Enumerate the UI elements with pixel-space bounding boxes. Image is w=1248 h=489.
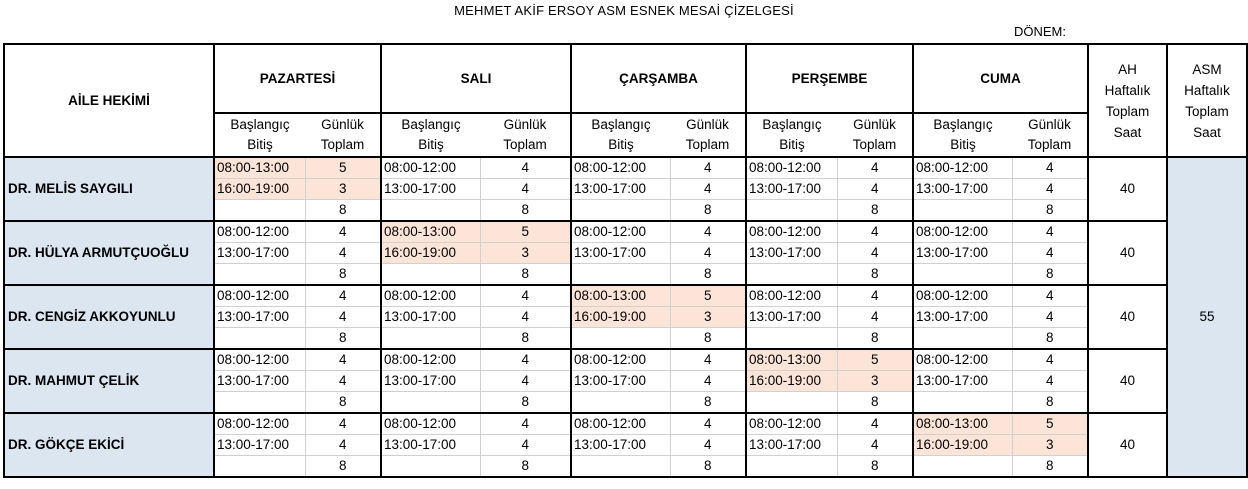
header-asm-line: Toplam [1185,103,1229,119]
header-day-friday: CUMA [913,44,1088,113]
subheader-total-line: Toplam [1027,137,1072,152]
time-range: 13:00-17:00 [571,243,670,264]
hours-count: 3 [480,243,571,264]
time-range: 08:00-12:00 [571,413,670,435]
time-cell-empty [571,328,670,350]
schedule-table [3,43,1248,478]
hours-count: 4 [480,157,571,179]
time-cell-empty [913,456,1012,478]
ah-weekly-total: 40 [1088,157,1167,221]
hours-count: 4 [1012,285,1088,307]
time-range: 08:00-12:00 [746,221,837,243]
table-row [4,157,1247,179]
time-range: 13:00-17:00 [913,307,1012,328]
hours-count: 5 [305,157,381,179]
time-cell-empty [746,264,837,286]
hours-count: 4 [480,371,571,392]
table-row [4,285,1247,307]
table-row [4,413,1247,435]
doctor-name: DR. GÖKÇE EKİCİ [4,413,214,477]
hours-count: 4 [837,307,913,328]
subheader-total [837,113,913,157]
hours-count: 4 [1012,243,1088,264]
daily-total: 8 [305,328,381,350]
time-range: 08:00-12:00 [913,285,1012,307]
hours-count: 4 [480,285,571,307]
subheader-total-line: Toplam [503,137,547,152]
hours-count: 4 [837,285,913,307]
header-ah-line: Haftalık [1104,82,1151,98]
time-range: 08:00-12:00 [571,221,670,243]
time-cell-empty [381,328,480,350]
subheader-total-line: Günlük [686,117,729,132]
header-day-wednesday: ÇARŞAMBA [571,44,746,113]
daily-total: 8 [670,392,746,414]
hours-count: 4 [305,221,381,243]
daily-total: 8 [1012,264,1088,286]
time-cell-empty [913,392,1012,414]
time-range: 13:00-17:00 [746,179,837,200]
daily-total: 8 [480,456,571,478]
hours-count: 4 [1012,157,1088,179]
time-range: 08:00-12:00 [381,157,480,179]
subheader-time-line: Başlangıç [401,117,461,132]
time-range: 13:00-17:00 [746,435,837,456]
daily-total: 8 [670,264,746,286]
ah-weekly-total: 40 [1088,285,1167,349]
time-range: 13:00-17:00 [214,371,305,392]
daily-total: 8 [1012,392,1088,414]
hours-count: 3 [670,307,746,328]
time-range: 08:00-12:00 [214,285,305,307]
daily-total: 8 [305,200,381,222]
daily-total: 8 [1012,456,1088,478]
hours-count: 4 [670,243,746,264]
ah-weekly-total: 40 [1088,349,1167,413]
header-ah-weekly-total [1088,44,1167,157]
header-ah-line: Saat [1113,124,1142,140]
hours-count: 4 [670,413,746,435]
time-range: 08:00-13:00 [214,157,305,179]
time-cell-empty [214,392,305,414]
time-range: 08:00-12:00 [913,221,1012,243]
subheader-time-line: Bitiş [247,137,273,152]
time-range: 16:00-19:00 [214,179,305,200]
time-cell-empty [571,392,670,414]
time-range: 13:00-17:00 [913,179,1012,200]
time-range: 16:00-19:00 [571,307,670,328]
header-day-tuesday: SALI [381,44,571,113]
hours-count: 4 [1012,221,1088,243]
hours-count: 4 [480,307,571,328]
time-range: 13:00-17:00 [746,243,837,264]
hours-count: 5 [1012,413,1088,435]
hours-count: 4 [480,413,571,435]
subheader-time [746,113,837,157]
time-range: 08:00-12:00 [381,285,480,307]
time-range: 08:00-12:00 [571,349,670,371]
table-row [4,221,1247,243]
time-range: 08:00-13:00 [913,413,1012,435]
time-cell-empty [913,264,1012,286]
subheader-time-line: Bitiş [950,137,976,152]
time-range: 08:00-12:00 [381,413,480,435]
hours-count: 4 [480,349,571,371]
time-cell-empty [746,456,837,478]
subheader-total-line: Günlük [503,117,547,132]
ah-weekly-total: 40 [1088,413,1167,477]
time-range: 16:00-19:00 [381,243,480,264]
hours-count: 4 [305,243,381,264]
daily-total: 8 [305,264,381,286]
time-range: 08:00-12:00 [913,349,1012,371]
header-day-monday: PAZARTESİ [214,44,381,113]
hours-count: 4 [837,413,913,435]
header-asm-weekly-total [1167,44,1247,157]
header-doctor: AİLE HEKİMİ [4,44,214,157]
time-cell-empty [746,200,837,222]
hours-count: 4 [1012,349,1088,371]
subheader-time-line: Bitiş [608,137,634,152]
time-range: 13:00-17:00 [381,371,480,392]
daily-total: 8 [670,200,746,222]
time-range: 13:00-17:00 [913,243,1012,264]
time-cell-empty [214,456,305,478]
hours-count: 4 [670,179,746,200]
time-range: 08:00-12:00 [913,157,1012,179]
time-range: 13:00-17:00 [571,371,670,392]
time-range: 13:00-17:00 [571,435,670,456]
daily-total: 8 [305,392,381,414]
daily-total: 8 [480,200,571,222]
time-range: 08:00-13:00 [746,349,837,371]
time-range: 08:00-12:00 [381,349,480,371]
asm-weekly-total: 55 [1167,157,1247,477]
time-range: 13:00-17:00 [381,307,480,328]
doctor-name: DR. HÜLYA ARMUTÇUOĞLU [4,221,214,285]
hours-count: 3 [1012,435,1088,456]
time-range: 13:00-17:00 [381,435,480,456]
time-range: 13:00-17:00 [214,307,305,328]
header-day-thursday: PERŞEMBE [746,44,913,113]
hours-count: 4 [305,307,381,328]
time-range: 13:00-17:00 [381,179,480,200]
hours-count: 4 [480,179,571,200]
time-cell-empty [571,200,670,222]
hours-count: 4 [1012,307,1088,328]
time-range: 08:00-12:00 [214,221,305,243]
daily-total: 8 [837,264,913,286]
hours-count: 4 [1012,371,1088,392]
subheader-total-line: Günlük [1028,117,1071,132]
hours-count: 4 [480,435,571,456]
daily-total: 8 [480,328,571,350]
hours-count: 4 [305,285,381,307]
daily-total: 8 [1012,200,1088,222]
subheader-time-line: Başlangıç [762,117,822,132]
doctor-name: DR. MAHMUT ÇELİK [4,349,214,413]
daily-total: 8 [837,200,913,222]
time-range: 13:00-17:00 [746,307,837,328]
time-range: 13:00-17:00 [214,243,305,264]
hours-count: 4 [837,243,913,264]
subheader-total-line: Toplam [852,137,897,152]
hours-count: 5 [480,221,571,243]
hours-count: 4 [837,179,913,200]
subheader-total [670,113,746,157]
daily-total: 8 [670,456,746,478]
time-range: 08:00-12:00 [746,413,837,435]
subheader-time-line: Başlangıç [933,117,993,132]
time-cell-empty [381,456,480,478]
subheader-time-line: Başlangıç [230,117,290,132]
subheader-time-line: Bitiş [418,137,444,152]
hours-count: 5 [837,349,913,371]
time-cell-empty [214,264,305,286]
subheader-time [214,113,305,157]
period-label: DÖNEM: [1014,24,1066,39]
time-range: 13:00-17:00 [913,371,1012,392]
hours-count: 4 [670,349,746,371]
daily-total: 8 [837,392,913,414]
hours-count: 4 [305,371,381,392]
hours-count: 4 [670,221,746,243]
doctor-name: DR. MELİS SAYGILI [4,157,214,221]
time-cell-empty [571,456,670,478]
header-ah-line: Toplam [1105,103,1150,119]
hours-count: 3 [305,179,381,200]
hours-count: 5 [670,285,746,307]
daily-total: 8 [480,264,571,286]
hours-count: 4 [305,435,381,456]
hours-count: 4 [670,371,746,392]
time-range: 13:00-17:00 [214,435,305,456]
time-range: 08:00-12:00 [746,157,837,179]
subheader-time [913,113,1012,157]
time-cell-empty [746,328,837,350]
time-cell-empty [214,328,305,350]
time-range: 08:00-12:00 [214,349,305,371]
time-range: 08:00-12:00 [746,285,837,307]
sheet-title: MEHMET AKİF ERSOY ASM ESNEK MESAİ ÇİZELGESİ [454,3,794,18]
time-range: 16:00-19:00 [913,435,1012,456]
hours-count: 4 [837,157,913,179]
time-range: 08:00-13:00 [381,221,480,243]
hours-count: 4 [670,435,746,456]
subheader-time-line: Bitiş [779,137,805,152]
doctor-name: DR. CENGİZ AKKOYUNLU [4,285,214,349]
header-asm-line: ASM [1192,61,1222,77]
daily-total: 8 [837,328,913,350]
daily-total: 8 [670,328,746,350]
time-range: 08:00-12:00 [214,413,305,435]
time-range: 08:00-12:00 [571,157,670,179]
subheader-time [571,113,670,157]
subheader-total-line: Toplam [685,137,730,152]
daily-total: 8 [480,392,571,414]
schedule-body [4,157,1247,477]
header-ah-line: AH [1118,61,1137,77]
daily-total: 8 [1012,328,1088,350]
subheader-total [1012,113,1088,157]
subheader-total-line: Toplam [320,137,365,152]
time-cell-empty [381,200,480,222]
table-row [4,349,1247,371]
time-cell-empty [381,392,480,414]
ah-weekly-total: 40 [1088,221,1167,285]
time-range: 16:00-19:00 [746,371,837,392]
subheader-total-line: Günlük [321,117,364,132]
time-range: 08:00-13:00 [571,285,670,307]
time-cell-empty [214,200,305,222]
time-cell-empty [913,200,1012,222]
subheader-total-line: Günlük [853,117,896,132]
hours-count: 4 [837,221,913,243]
hours-count: 4 [670,157,746,179]
hours-count: 4 [837,435,913,456]
subheader-total [305,113,381,157]
time-cell-empty [381,264,480,286]
subheader-time-line: Başlangıç [591,117,651,132]
hours-count: 3 [837,371,913,392]
time-range: 13:00-17:00 [571,179,670,200]
time-cell-empty [571,264,670,286]
daily-total: 8 [305,456,381,478]
header-asm-line: Saat [1193,124,1221,140]
hours-count: 4 [1012,179,1088,200]
hours-count: 4 [305,413,381,435]
daily-total: 8 [837,456,913,478]
hours-count: 4 [305,349,381,371]
subheader-total [480,113,571,157]
subheader-time [381,113,480,157]
header-asm-line: Haftalık [1184,82,1230,98]
time-cell-empty [913,328,1012,350]
time-cell-empty [746,392,837,414]
